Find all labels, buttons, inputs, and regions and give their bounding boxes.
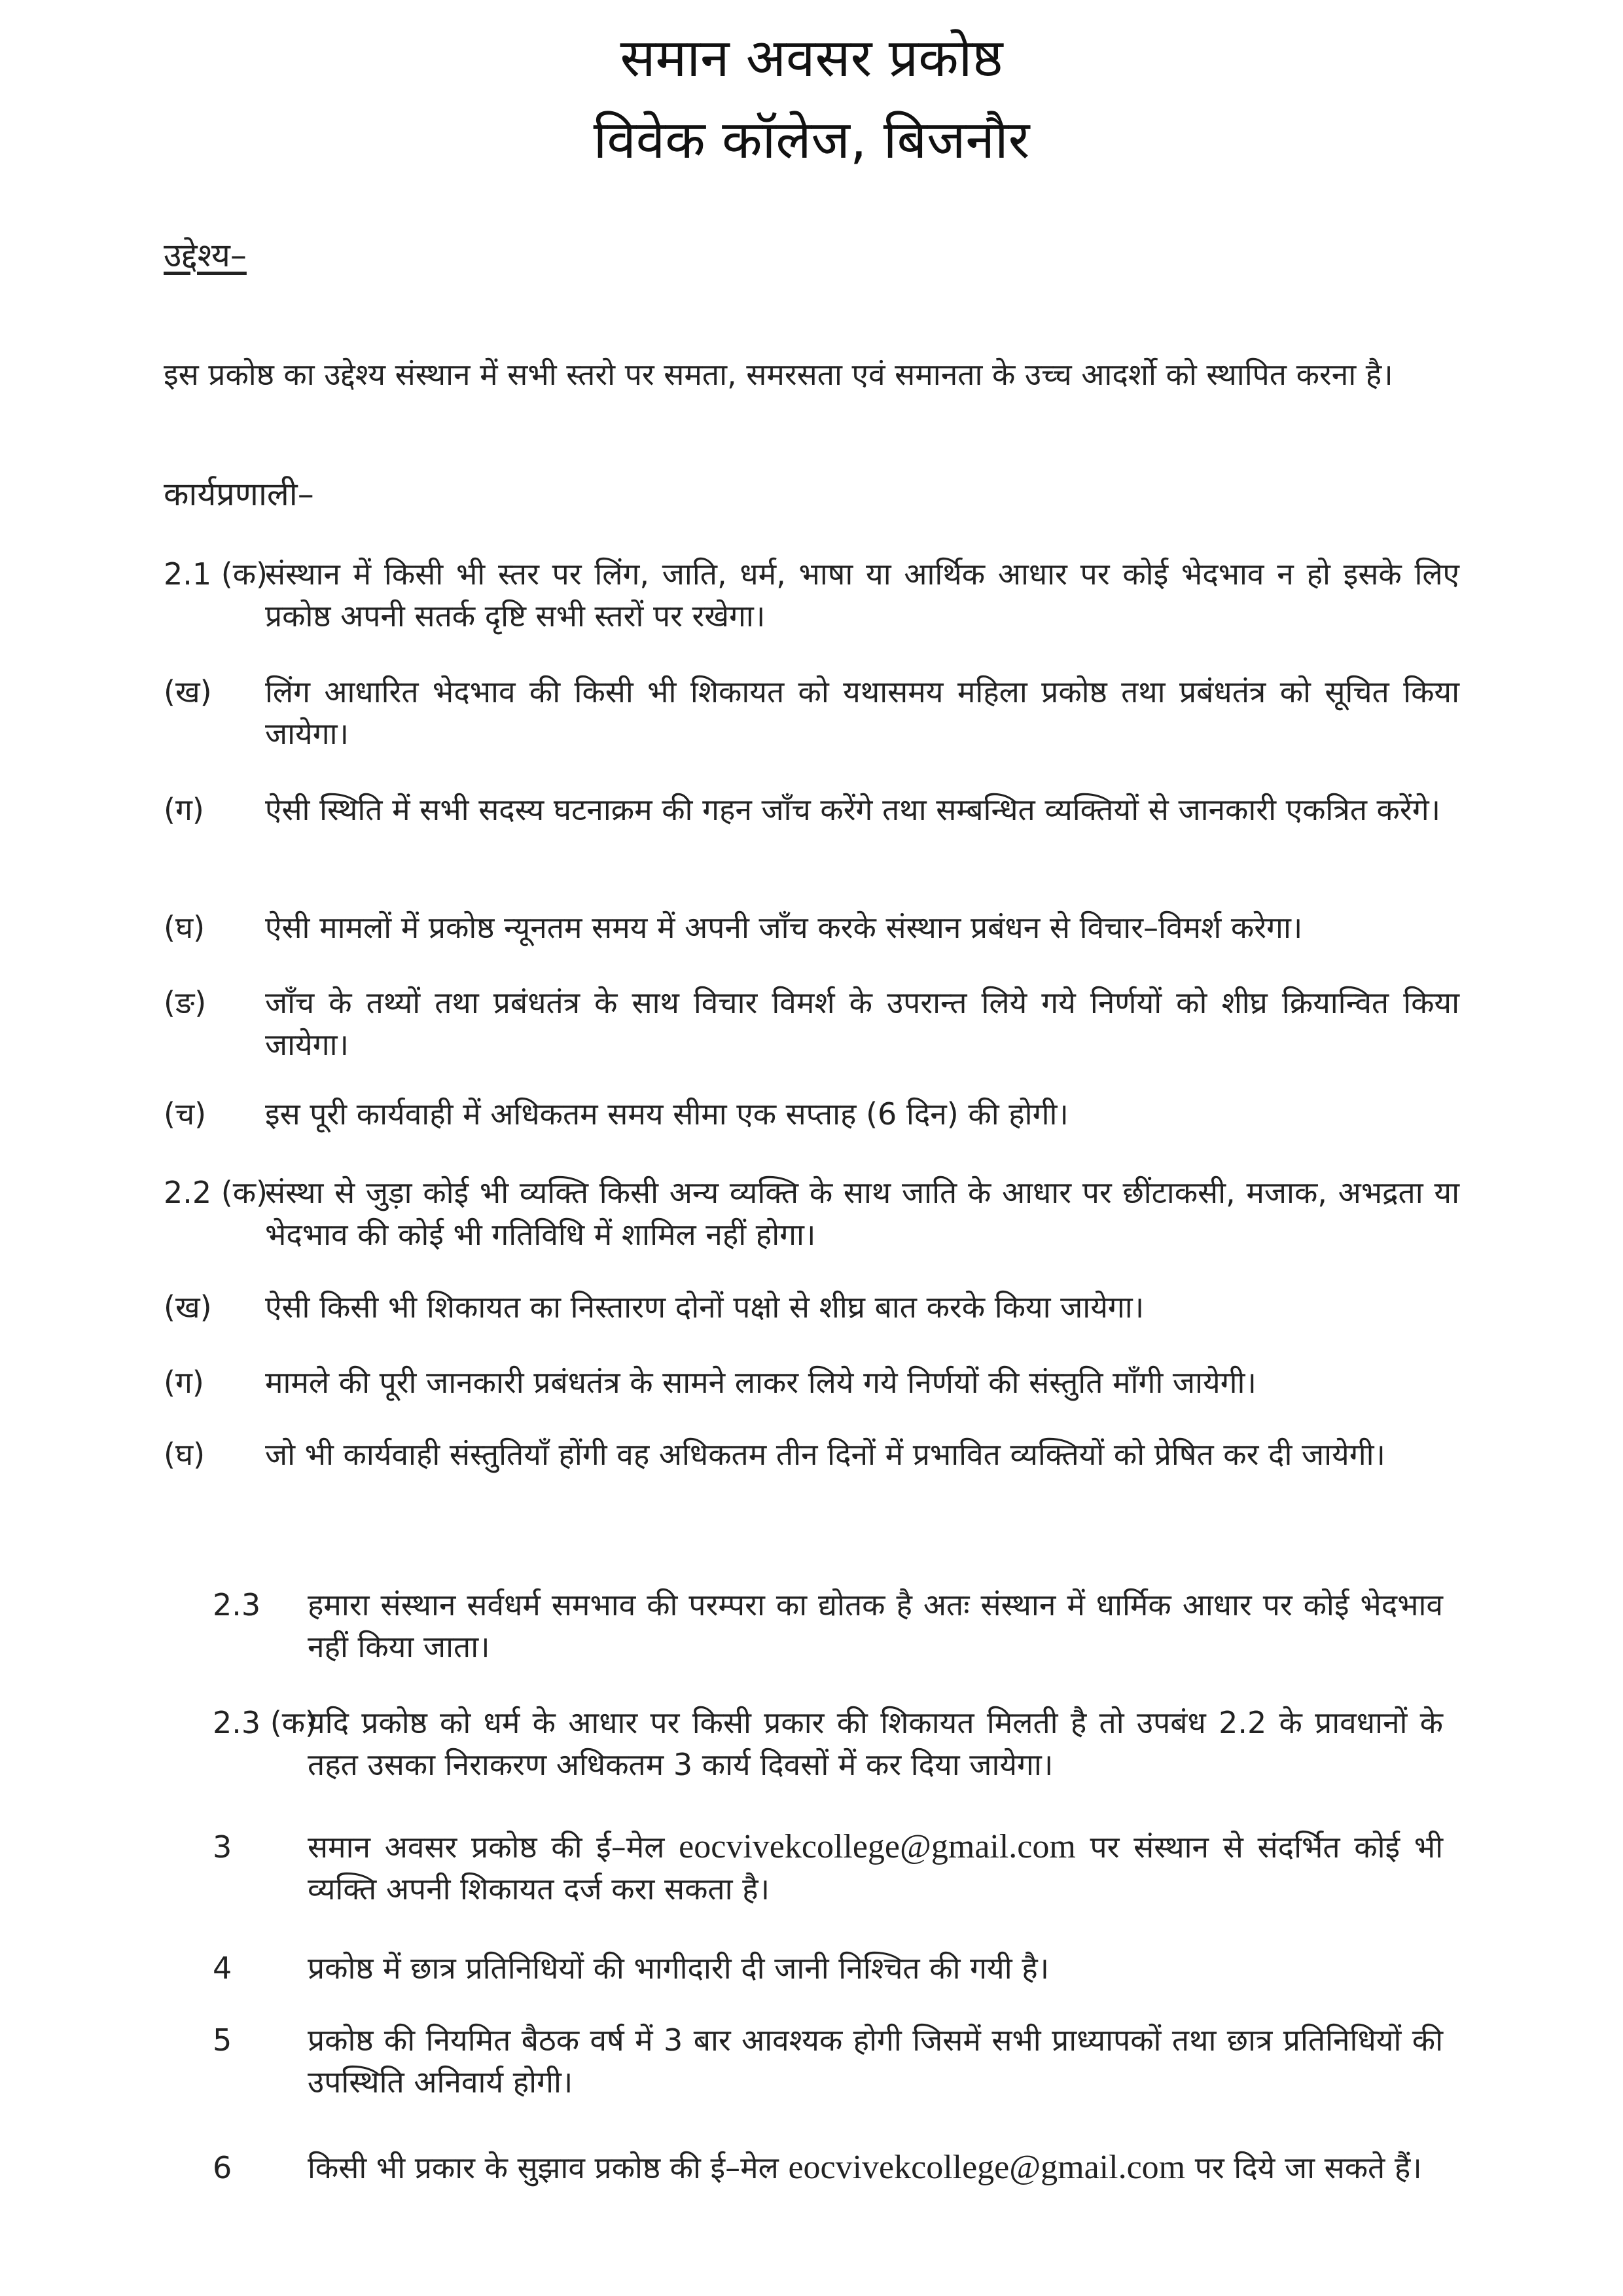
item-text: प्रकोष्ठ की नियमित बैठक वर्ष में 3 बार आवश्यक होगी जिसमें सभी प्राध्यापकों तथा छात्र प्रतिनिधियों की उपस्थिति अनिवार्य होगी। bbox=[308, 2022, 1443, 2100]
objective-text: इस प्रकोष्ठ का उद्देश्य संस्थान में सभी स्तरो पर समता, समरसता एवं समानता के उच्च आदर्शो को स्थापित करना है। bbox=[164, 357, 1393, 392]
list-item bbox=[164, 1433, 1459, 1505]
list-item bbox=[164, 1361, 1459, 1407]
list-item bbox=[213, 1826, 1443, 1918]
list-item bbox=[213, 1584, 1443, 1676]
item-text: ऐसी स्थिति में सभी सदस्य घटनाक्रम की गहन जाँच करेंगे तथा सम्बन्धित व्यक्तियों से जानकारी एकत्रित करेंगे। bbox=[265, 792, 1441, 827]
item-label: (ङ) bbox=[164, 985, 207, 1020]
item-text: प्रकोष्ठ में छात्र प्रतिनिधियों की भागीदारी दी जानी निश्चित की गयी है। bbox=[308, 1950, 1050, 1986]
item-label: (ख) bbox=[164, 674, 212, 709]
procedure-heading: कार्यप्रणाली– bbox=[164, 475, 314, 513]
item-text: समान अवसर प्रकोष्ठ की ई–मेल eocvivekcollege@gmail.com पर संस्थान से संदर्भित कोई भी व्यक्ति अपनी शिकायत दर्ज करा सकता है। bbox=[308, 1828, 1444, 1907]
item-text: संस्था से जुड़ा कोई भी व्यक्ति किसी अन्य व्यक्ति के साथ जाति के आधार पर छींटाकसी, मजाक, अभद्रता या भेदभाव की कोई भी गतिविधि में शामिल नहीं होगा। bbox=[265, 1175, 1459, 1252]
list-item bbox=[164, 1286, 1459, 1332]
item-label: (ख) bbox=[164, 1289, 212, 1325]
item-label: 5 bbox=[213, 2022, 232, 2058]
list-item bbox=[164, 789, 1459, 880]
item-text: ऐसी किसी भी शिकायत का निस्तारण दोनों पक्षो से शीघ्र बात करके किया जायेगा। bbox=[265, 1289, 1145, 1325]
list-item bbox=[213, 2019, 1443, 2111]
item-label: (च) bbox=[164, 1096, 207, 1132]
item-text: ऐसी मामलों में प्रकोष्ठ न्यूनतम समय में अपनी जाँच करके संस्थान प्रबंधन से विचार–विमर्श करेगा। bbox=[265, 910, 1303, 945]
item-label: 2.2 (क) bbox=[164, 1175, 268, 1210]
item-label: 2.3 bbox=[213, 1587, 261, 1623]
item-text: यदि प्रकोष्ठ को धर्म के आधार पर किसी प्रकार की शिकायत मिलती है तो उपबंध 2.2 के प्रावधानों के तहत उसका निराकरण अधिकतम 3 कार्य दिवसों में कर दिया जायेगा। bbox=[308, 1705, 1443, 1782]
item-label: (ग) bbox=[164, 1365, 204, 1400]
email-address[interactable]: eocvivekcollege@gmail.com bbox=[788, 2149, 1186, 2186]
list-item bbox=[164, 671, 1459, 762]
list-item bbox=[164, 553, 1459, 645]
item-label: (ग) bbox=[164, 792, 204, 827]
item-label: 2.1 (क) bbox=[164, 556, 268, 592]
item-text: मामले की पूरी जानकारी प्रबंधतंत्र के सामने लाकर लिये गये निर्णयों की संस्तुति माँगी जायेगी। bbox=[265, 1365, 1257, 1400]
list-item bbox=[164, 1172, 1459, 1263]
item-label: (घ) bbox=[164, 1437, 205, 1472]
item-label: 4 bbox=[213, 1950, 232, 1986]
item-label: 2.3 (क) bbox=[213, 1705, 317, 1740]
list-item bbox=[213, 2147, 1443, 2238]
item-text: इस पूरी कार्यवाही में अधिकतम समय सीमा एक सप्ताह (6 दिन) की होगी। bbox=[265, 1096, 1069, 1132]
item-label: (घ) bbox=[164, 910, 205, 945]
item-label: 6 bbox=[213, 2150, 232, 2185]
item-text: जाँच के तथ्यों तथा प्रबंधतंत्र के साथ विचार विमर्श के उपरान्त लिये गये निर्णयों को शीघ्र क्रियान्वित किया जायेगा। bbox=[265, 985, 1459, 1062]
item-text: किसी भी प्रकार के सुझाव प्रकोष्ठ की ई–मेल eocvivekcollege@gmail.com पर दिये जा सकते हैं। bbox=[308, 2149, 1422, 2186]
list-item bbox=[213, 1702, 1443, 1793]
item-text: हमारा संस्थान सर्वधर्म समभाव की परम्परा का द्योतक है अतः संस्थान में धार्मिक आधार पर कोई भेदभाव नहीं किया जाता। bbox=[308, 1587, 1443, 1664]
list-item bbox=[213, 1947, 1443, 1993]
list-item bbox=[164, 906, 1459, 952]
item-label: 3 bbox=[213, 1829, 232, 1865]
item-text: संस्थान में किसी भी स्तर पर लिंग, जाति, धर्म, भाषा या आर्थिक आधार पर कोई भेदभाव न हो इसके लिए प्रकोष्ठ अपनी सतर्क दृष्टि सभी स्तरों पर रखेगा। bbox=[265, 556, 1459, 634]
item-text: जो भी कार्यवाही संस्तुतियाँ होंगी वह अधिकतम तीन दिनों में प्रभावित व्यक्तियों को प्रेषित कर दी जायेगी। bbox=[265, 1437, 1385, 1472]
document-subtitle: विवेक कॉलेज, बिजनौर bbox=[593, 109, 1030, 170]
objective-heading: उद्देश्य– bbox=[164, 236, 247, 274]
email-address[interactable]: eocvivekcollege@gmail.com bbox=[679, 1828, 1076, 1865]
item-text: लिंग आधारित भेदभाव की किसी भी शिकायत को यथासमय महिला प्रकोष्ठ तथा प्रबंधतंत्र को सूचित किया जायेगा। bbox=[265, 674, 1459, 751]
list-item bbox=[164, 1093, 1459, 1139]
list-item bbox=[164, 982, 1459, 1073]
document-title: समान अवसर प्रकोष्ठ bbox=[620, 27, 1003, 88]
